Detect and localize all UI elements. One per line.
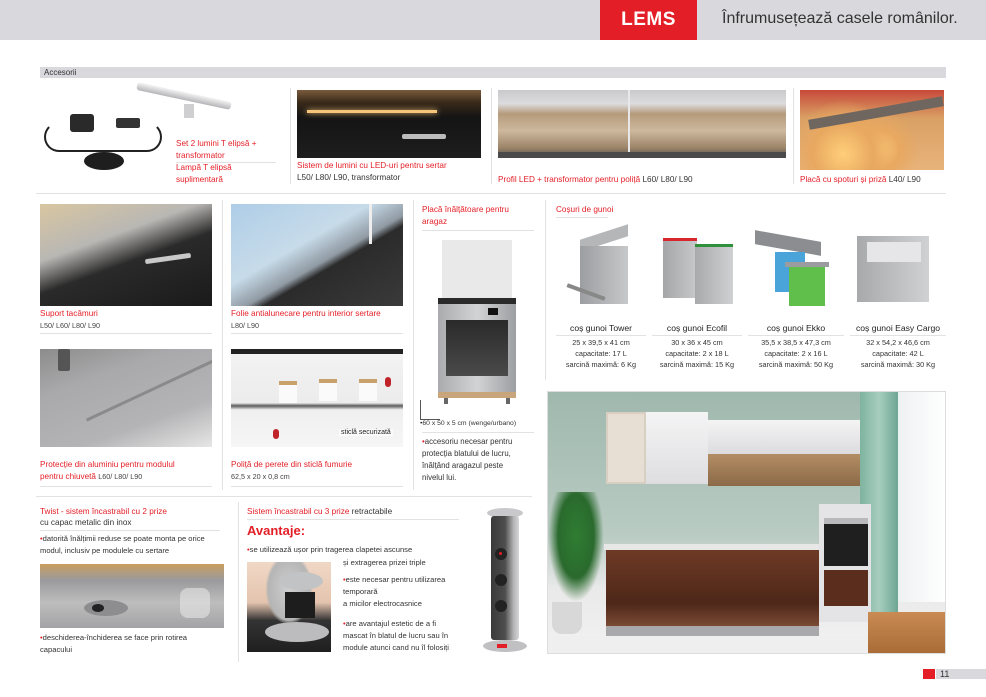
section-header [40, 67, 946, 78]
divider [231, 333, 403, 334]
tagline: Înfrumusețează casele românilor. [722, 10, 958, 27]
aluminium-protection-image [40, 349, 212, 447]
retractabil-bullet-2: • este necesar pentru utilizarea temporară a micilor electrocasnice [343, 574, 473, 610]
product-suport-tacamuri [40, 204, 212, 334]
divider [793, 88, 794, 184]
led-drawer-image [297, 90, 481, 158]
bin-ecofil-image [652, 228, 742, 310]
suport-title: Suport tacâmuri [40, 309, 98, 318]
dimension-pointer [420, 400, 440, 420]
divider [290, 88, 291, 184]
cutlery-tray-image [40, 204, 212, 306]
product-lumini-t-elipsa [36, 84, 280, 184]
divider [545, 200, 546, 380]
divider [422, 432, 534, 433]
divider [222, 200, 223, 490]
avantaje-heading: Avantaje: [247, 523, 306, 538]
bins-title: Coșuri de gunoi [556, 205, 614, 214]
bin-easy-cargo-image [850, 228, 936, 310]
retractabil-bullet-1a: • se utilizează ușor prin tragerea clapetei ascunse [247, 544, 467, 556]
product-folie [231, 204, 403, 334]
t-elipsa-lamp-image [136, 86, 232, 122]
divider [238, 502, 239, 662]
product-retractabil [247, 506, 537, 666]
glass-cabinet-image [498, 90, 786, 158]
folie-title: Folie antialunecare pentru interior sertare [231, 309, 381, 318]
product-profil-led [498, 90, 786, 188]
divider [40, 486, 212, 487]
divider [40, 530, 220, 531]
divider [36, 193, 946, 194]
tower-socket-image [483, 508, 527, 658]
aragaz-bullet: • accesoriu necesar pentru protecția blatului de lucru, înălțând aragazul peste nivelul lui. [422, 436, 540, 484]
bin-ekko-specs: coș gunoi Ekko 35,5 x 38,5 x 47,3 cm capacitate: 2 x 16 L sarcină maximă: 50 Kg [748, 322, 844, 370]
led-sertar-title: Sistem de lumini cu LED-uri pentru sertar [297, 161, 447, 170]
divider [422, 230, 534, 231]
bin-tower-image [560, 228, 642, 310]
kitchen-photo [547, 391, 946, 654]
led-sertar-sizes: L50/ L80/ L90, transformator [297, 173, 401, 182]
hand-socket-image [247, 562, 331, 652]
profil-led-caption: Profil LED + transformator pentru poliță L60/ L80/ L90 [498, 175, 693, 184]
stove-image [438, 298, 516, 404]
spotlight-panel-image [800, 90, 944, 170]
product-led-sertar [297, 90, 481, 188]
product-placa-aragaz [420, 204, 538, 494]
lumini-subtitle: Lampă T elipsă suplimentară [176, 163, 232, 184]
retractabil-bullet-1b: și extragerea prizei triple [343, 558, 426, 567]
divider [491, 88, 492, 184]
page-marker [923, 669, 935, 679]
retractabil-title: Sistem încastrabil cu 3 prize retractabile [247, 507, 393, 516]
section-title: Accesorii [44, 68, 77, 77]
placa-spoturi-caption: Placă cu spoturi și priză L40/ L90 [800, 175, 921, 184]
folie-sizes: L80/ L90 [231, 321, 259, 330]
anti-slip-mat-image [231, 204, 403, 306]
divider [231, 486, 403, 487]
divider [247, 519, 459, 520]
page-number: 11 [940, 669, 950, 679]
twist-socket-image [40, 564, 224, 628]
tempered-glass-label: sticlă securizată [341, 429, 391, 436]
twist-bullet-1: • datorită înălțimii reduse se poate monta pe orice modul, inclusiv pe modulele cu sertare [40, 533, 240, 557]
product-protectie-aluminiu [40, 349, 212, 489]
suport-sizes: L50/ L60/ L80/ L90 [40, 321, 100, 330]
lems-logo [600, 0, 697, 40]
divider [36, 496, 532, 497]
bins-section [552, 204, 946, 380]
aragaz-title: Placă înălțătoare pentru aragaz [422, 205, 509, 226]
bin-ekko-image [750, 228, 836, 310]
twist-bullet-2: • deschiderea-închiderea se face prin rotirea capacului [40, 632, 240, 656]
polita-sizes: 62,5 x 20 x 0,8 cm [231, 472, 290, 481]
splash-panel-image [442, 240, 512, 300]
product-twist [40, 506, 230, 666]
twist-subtitle: cu capac metalic din inox [40, 518, 132, 527]
twist-title: Twist - sistem încastrabil cu 2 prize [40, 507, 167, 516]
divider [40, 333, 212, 334]
product-placa-spoturi [800, 90, 944, 188]
logo-text: LEMS [621, 9, 676, 30]
bin-easy-cargo-specs: coș gunoi Easy Cargo 32 x 54,2 x 46,6 cm capacitate: 42 L sarcină maximă: 30 Kg [850, 322, 946, 370]
protectie-caption: Protecție din aluminiu pentru modulul pentru chiuvetă L60/ L80/ L90 [40, 460, 175, 481]
bin-tower-specs: coș gunoi Tower 25 x 39,5 x 41 cm capacitate: 17 L sarcină maximă: 6 Kg [556, 322, 646, 370]
bin-ecofil-specs: coș gunoi Ecofil 30 x 36 x 45 cm capacitate: 2 x 18 L sarcină maximă: 15 Kg [652, 322, 742, 370]
polita-title: Poliță de perete din sticlă fumurie [231, 460, 353, 469]
retractabil-bullet-3: • are avantajul estetic de a fi mascat în blatul de lucru sau în module atunci cand nu îl folosiți [343, 618, 473, 654]
divider [556, 217, 608, 218]
divider [413, 200, 414, 490]
aragaz-dimension: •60 x 50 x 5 cm (wenge/urbano) [420, 420, 517, 427]
product-polita-sticla [231, 349, 403, 489]
lumini-title: Set 2 lumini T elipsă + transformator [176, 139, 257, 160]
